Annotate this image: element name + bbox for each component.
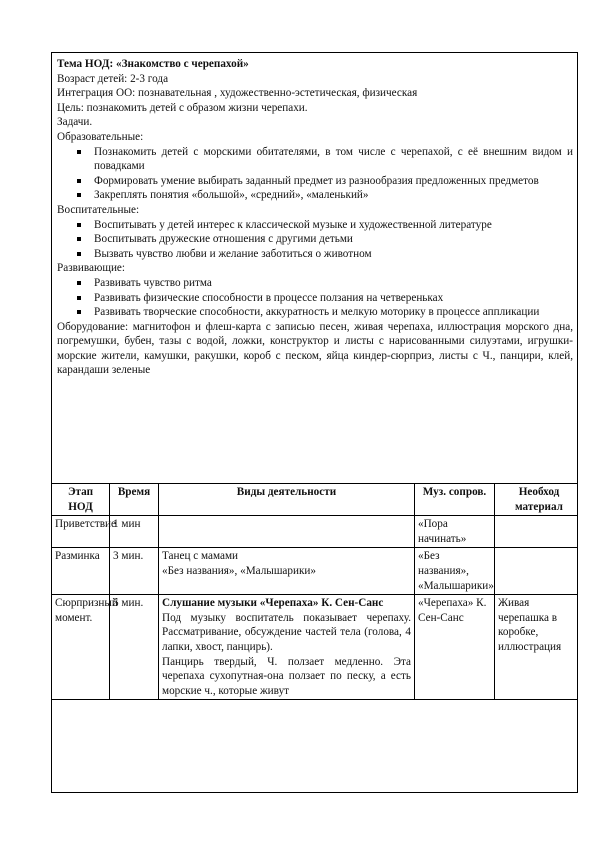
list-item: Формировать умение выбирать заданный предмет из разнообразия предложенных предметов xyxy=(57,174,573,189)
music-cell: «Без названия», «Малышарики» xyxy=(415,548,495,595)
plan-table xyxy=(51,483,578,700)
time-cell: 3 мин. xyxy=(110,548,159,595)
table-row xyxy=(52,516,579,548)
table-row xyxy=(52,595,579,700)
list-item: Воспитывать дружеские отношения с другими детьми xyxy=(57,232,573,247)
material-cell xyxy=(495,516,579,548)
topic-label: Тема НОД: xyxy=(57,58,114,70)
list-item: Закреплять понятия «большой», «средний», «маленький» xyxy=(57,188,573,203)
time-cell: 5 мин. xyxy=(110,595,159,700)
dev-title: Развивающие: xyxy=(57,262,126,275)
edu-title: Образовательные: xyxy=(57,130,144,143)
header-music: Муз. сопров. xyxy=(415,484,495,516)
time-cell: 1 мин xyxy=(110,516,159,548)
activity-title: Слушание музыки «Черепаха» К. Сен-Санс xyxy=(162,597,384,610)
tasks-line: Задачи. xyxy=(57,116,93,129)
table-header-row xyxy=(52,484,579,516)
topic-value: «Знакомство с черепахой» xyxy=(116,58,249,70)
activity-cell xyxy=(159,595,415,700)
header-stage: Этап НОД xyxy=(52,484,110,516)
list-item: Воспитывать у детей интерес к классической музыке и художественной литературе xyxy=(57,218,573,233)
material-cell: Живая черепашка в коробке, иллюстрация xyxy=(495,595,579,700)
stage-cell: Разминка xyxy=(52,548,110,595)
activity-cell xyxy=(159,548,415,595)
header-time: Время xyxy=(110,484,159,516)
stage-cell: Приветствие xyxy=(52,516,110,548)
integration-line: Интеграция ОО: познавательная , художественно-эстетическая, физическая xyxy=(57,87,418,100)
list-item: Познакомить детей с морскими обитателями, в том числе с черепахой, с её внешним видом и повадками xyxy=(57,145,573,174)
document-frame xyxy=(51,52,578,793)
edu-list xyxy=(57,145,573,203)
goal-line: Цель: познакомить детей с образом жизни черепахи. xyxy=(57,101,308,114)
lesson-header xyxy=(52,53,577,378)
table-row xyxy=(52,548,579,595)
music-cell: «Пора начинать» xyxy=(415,516,495,548)
list-item: Вызвать чувство любви и желание заботиться о животном xyxy=(57,247,573,262)
activity-text: Панцирь твердый, Ч. ползает медленно. Эта черепаха сухопутная-она ползает по песку, а есть морские ч., которые живут xyxy=(162,655,411,697)
header-activity: Виды деятельности xyxy=(159,484,415,516)
activity-title: Танец с мамами xyxy=(162,550,239,563)
list-item: Развивать творческие способности, аккуратность и мелкую моторику в процессе аппликации xyxy=(57,305,573,320)
header-material: Необход материал xyxy=(495,484,579,516)
equipment-line: Оборудование: магнитофон и флеш-карта с записью песен, живая черепаха, иллюстрация морского дна, погремушки, бубен, тазы с водой, ложки, конструктор и листы с нарисованными силуэтами, игрушки-морские жители, камушки, ракушки, короб с песком, яйца киндер-сюрприз, листы с Ч., панцири, клей, карандаши зеленые xyxy=(57,320,573,377)
list-item: Развивать чувство ритма xyxy=(57,276,573,291)
dev-list xyxy=(57,276,573,320)
topic-line xyxy=(57,57,573,72)
age-line: Возраст детей: 2-3 года xyxy=(57,72,169,85)
upb-title: Воспитательные: xyxy=(57,203,140,216)
activity-text: «Без названия», «Малышарики» xyxy=(162,564,316,577)
material-cell xyxy=(495,548,579,595)
activity-cell xyxy=(159,516,415,548)
music-cell: «Черепаха» К. Сен-Санс xyxy=(415,595,495,700)
stage-cell: Сюрпризный момент. xyxy=(52,595,110,700)
upb-list xyxy=(57,218,573,262)
list-item: Развивать физические способности в процессе ползания на четвереньках xyxy=(57,291,573,306)
activity-text: Под музыку воспитатель показывает черепаху. Рассматривание, обсуждение частей тела (голова, 4 лапки, хвост, панцирь). xyxy=(162,611,411,653)
